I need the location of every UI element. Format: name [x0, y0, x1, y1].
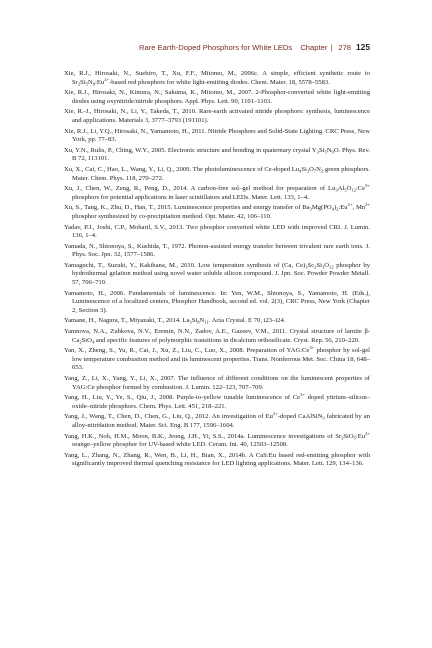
header-separator-space: [295, 43, 297, 52]
running-header: [139, 42, 370, 54]
reference-entry: Yadav, P.J., Joshi, C.P., Moharil, S.V., 2013. Two phosphor converted white LED with improved CRI. J. Lumin. 136, 1–4.: [64, 223, 370, 240]
reference-entry: Yang, H., Liu, Y., Ye, S., Qiu, J., 2008. Purple-to-yellow tunable luminescence of $Ce^{3+}$ doped yttrium–silicon–oxide–nitride phosphors. Chem. Phys. Lett. 451, 218–221.: [64, 392, 370, 410]
reference-entry: Yan, X., Zheng, S., Yu, R., Cai, J., Xu, Z., Liu, C., Luo, X., 2008. Preparation of $YAG:Ce^{3+}$ phosphor by sol-gel low temperature combustion method and its luminescent properties. Trans. Nonferrous Met. Soc. China 18, 648–653.: [64, 345, 371, 372]
reference-entry: Yang, J., Wang, T., Chen, D., Chen, G., Liu, Q., 2012. An investigation of $Eu^{2+}$-doped CaAlSiN$_3$ fabricated by an alloy-nitridation method. Mater. Sci. Eng. B 177, 1596–1604.: [64, 411, 370, 429]
header-book-title: Rare Earth-Doped Phosphors for White LEDs: [138, 43, 293, 52]
header-separator: |: [330, 43, 333, 52]
reference-entry: Xu, Y.N., Rulis, P., Ching, W.Y., 2005. Electronic structure and bonding in quaternary crystal $Y_3Si_5N_9O$. Phys. Rev. B 72, 113101.: [64, 146, 370, 163]
reference-entry: Yang, L., Zhang, N., Zhang, R., Wen, B., Li, H., Bian, X., 2014b. A CaS:Eu based red-emitting phosphor with significantly improved thermal quenching resistance for LED lighting applications. Mater. Lett. 129, 134–136.: [64, 451, 370, 468]
reference-entry: Yamane, H., Nagura, T., Miyazaki, T., 2014. $La_3Si_8N_{11}$. Acta Crystal. E 70, i23–i24.: [64, 317, 286, 325]
reference-entry: Xu, J., Chen, W., Zeng, R., Peng, D., 2014. A carbon-free sol–gel method for preparation of $Lu_3Al_5O_{12}:Ce^{3+}$ phosphors for potential applications in laser scintillators and LEDs. Mater. Lett. 133, 1–4.: [64, 183, 370, 201]
reference-entry: Xie, R.-J., Hirosaki, N., Li, Y., Takeda, T., 2010. Rare-earth activated nitride phosphors: synthesis, luminescence and applications. Materials 3, 3777–3793 (191101).: [64, 108, 370, 124]
reference-entry: Yamnova, N.A., Zubkova, N.V., Eremin, N.N., Zadov, A.E., Gazeev, V.M., 2011. Crystal structure of larnite $\beta-Ca_2SiO_4$ and specific features of polymorphic transitions in dicalcium orthosilicate. Cryst. Rep. 56, 210–220.: [64, 328, 370, 345]
reference-entry: Xie, R.J., Hirosaki, N., Kimura, N., Sakuma, K., Mitomo, M., 2007. 2-Phosphor-converted white light-emitting diodes using oxynitride/nitride phosphors. Appl. Phys. Lett. 90, 1101–1103.: [64, 89, 370, 105]
reference-entry: Xie, R.J., Li, Y.Q., Hirosaki, N., Yamamoto, H., 2011. Nitride Phosphors and Solid-State Lighting. CRC Press, New York, pp. 77–83.: [64, 127, 370, 144]
reference-entry: Yamamoto, H., 2006. Fundamentals of luminescence. In: Yen, W.M., Shionoya, S., Yamamoto, H. (Eds.), Luminescence of a localized centers, Phosphor Handbook, second ed. vol. 2(3), CRC Press, New York (Chapter 2, Section 3).: [64, 289, 370, 314]
page-number: 125: [356, 42, 370, 52]
reference-entry: Yamada, N., Shionoya, S., Kushida, T., 1972. Phonon-assisted energy transfer between trivalent rare earth ions. J. Phys. Soc. Jpn. 32, 1577–1586.: [64, 242, 370, 259]
reference-entry: Yamaguchi, T., Suzuki, Y., Kakihana, M., 2010. Low temperature synthesis of (Ca, $Ce)_3Sc_2Si_3O_{12}$ phosphor by hydrothermal gelation method using novel water soluble silicon compound. J. Jpn. Soc. Powder Powder Metall. 57, 706–710.: [64, 261, 370, 287]
reference-entry: Yang, Z., Li, X., Yang, Y., Li, X., 2007. The influence of different conditions on the luminescent properties of YAG:Ce phosphor formed by combustion. J. Lumin. 122–123, 707–709.: [64, 375, 370, 391]
reference-entry: Xu, X., Cai, C., Hao, L., Wang, Y., Li, Q., 2009. The photoluminescence of Ce-doped $Lu_4Si_2O_7N_2$ green phosphors. Mater. Chem. Phys. 118, 270–272.: [64, 165, 370, 182]
header-chapter-number: 278: [338, 43, 352, 52]
reference-list: [64, 70, 370, 471]
reference-entry: Yang, H.K., Noh, H.M., Moon, B.K., Jeong, J.H., Yi, S.S., 2014a. Luminescence investigations of $Sr_3SiO_5:Eu^{2+}$ orange–yellow phosphor for UV-based white LED. Ceram. Int. 40, 12503–12508.: [64, 430, 370, 449]
reference-entry: Xie, R.J., Hirosaki, N., Suehiro, T., Xu, F.F., Mitomo, M., 2006c. A simple, efficient synthetic route to $Sr_2Si_5N_8:Eu^{2+}$-based red phosphors for white light-emitting diodes. Chem. Mater. 18, 5578–5583.: [64, 70, 370, 86]
reference-entry: Xu, S., Tang, K., Zhu, D., Han, T., 2015. Luminescence properties and energy transfer of $Ba_3Mg(PO_4)_2:Eu^{2+}$, $Mn^{2+}$ phosphor synthesized by co-precipitation method. Opt. Mater. 42, 106–110.: [64, 202, 370, 220]
header-chapter-label: Chapter: [300, 43, 328, 52]
